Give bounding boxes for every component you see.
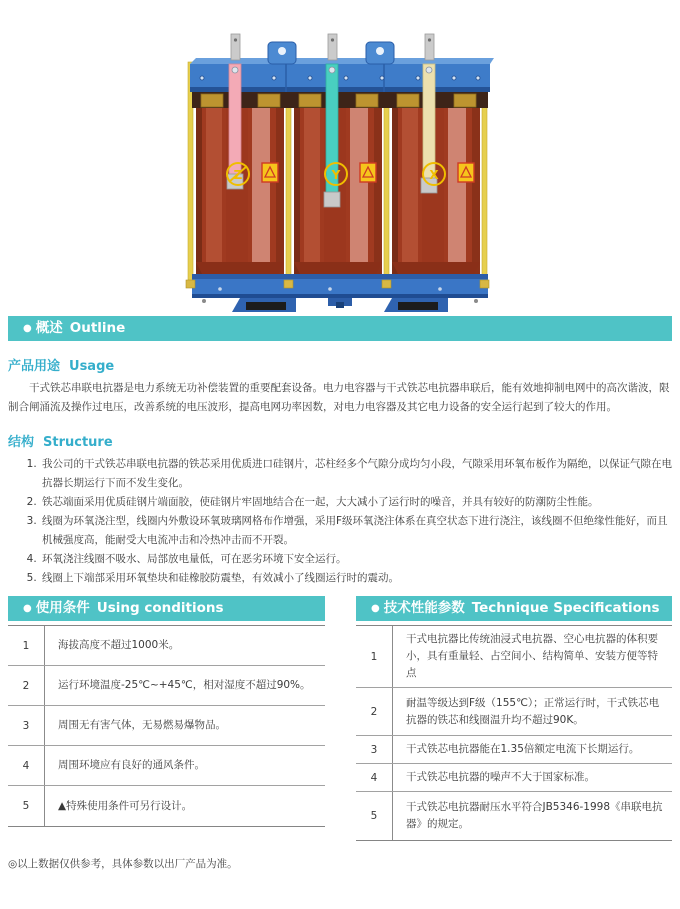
specifications-title-zh: 技术性能参数 — [383, 600, 465, 616]
phase-letter: Z — [233, 168, 243, 182]
row-number: 1 — [356, 626, 393, 687]
usage-title-en: Usage — [69, 359, 115, 374]
table-row — [356, 626, 672, 688]
row-text: 干式铁芯电抗器的噪声不大于国家标准。 — [406, 771, 595, 783]
phase-letter: Y — [331, 168, 341, 182]
outline-title-zh: 概述 — [35, 320, 63, 336]
using-conditions-section — [8, 596, 325, 841]
phase-letter: X — [429, 168, 439, 182]
strap-terminals — [231, 34, 434, 60]
structure-item: 4. 环氧浇注线圈不吸水、局部放电量低，可在恶劣环境下安全运行。 — [40, 550, 672, 569]
row-text: 周围环境应有良好的通风条件。 — [58, 759, 205, 771]
outline-title-en: Outline — [69, 320, 126, 336]
tables-row — [8, 596, 672, 841]
structure-item: 3. 线圈为环氧浇注型，线圈内外敷设环氧玻璃网格布作增强，采用F级环氧浇注体系在真空状态下进行浇注，该线圈不但绝缘性能好，而且机械强度高，能耐受大电流冲击和冷热冲击而不开裂。 — [40, 512, 672, 550]
usage-title-zh: 产品用途 — [8, 359, 61, 374]
table-row — [356, 792, 672, 840]
specifications-section — [356, 596, 672, 841]
row-text: 周围无有害气体，无易燃易爆物品。 — [58, 719, 226, 731]
footnote: ◎以上数据仅供参考，具体参数以出厂产品为准。 — [8, 858, 238, 870]
structure-item: 1. 我公司的干式铁芯串联电抗器的铁芯采用优质进口硅钢片，芯柱经多个气隙分成均匀小段，气隙采用环氧布板作为隔绝，以保证气隙在电抗器长期运行下而不发生变化。 — [40, 455, 672, 493]
outline-header-bar — [8, 316, 672, 341]
structure-section-title — [8, 431, 672, 450]
usage-paragraph: 干式铁芯串联电抗器是电力系统无功补偿装置的重要配套设备。电力电容器与干式铁芯电抗器串联后，能有效地抑制电网中的高次谐波，限制合闸涌流及操作过电压，改善系统的电压波形，提高电网功率因数，对电力电容器及其它电力设备的安全运行起到了较大的作用。 — [8, 382, 670, 413]
table-row — [8, 626, 325, 666]
row-number: 5 — [356, 792, 393, 840]
table-row — [356, 764, 672, 792]
specifications-header-bar — [356, 596, 672, 621]
row-number: 4 — [8, 746, 45, 785]
base-frame — [186, 274, 489, 312]
structure-title-en: Structure — [43, 435, 113, 450]
structure-item: 2. 铁芯端面采用优质硅钢片端面胶，使硅钢片牢固地结合在一起，大大减小了运行时的噪音，并具有较好的防潮防尘性能。 — [40, 493, 672, 512]
row-number: 2 — [356, 688, 393, 735]
row-text: ▲特殊使用条件可另行设计。 — [58, 799, 193, 812]
row-number: 2 — [8, 666, 45, 705]
specifications-title-en: Technique Specifications — [471, 600, 660, 616]
row-number: 3 — [8, 706, 45, 745]
page-root — [0, 24, 680, 871]
bullet-icon: ● — [23, 323, 32, 334]
usage-section-title — [8, 355, 672, 374]
structure-list — [0, 455, 672, 588]
row-text: 干式铁芯电抗器能在1.35倍额定电流下长期运行。 — [406, 743, 640, 755]
table-row — [356, 736, 672, 764]
bullet-icon: ● — [371, 603, 380, 614]
bullet-icon: ● — [23, 603, 32, 614]
specifications-table — [356, 625, 672, 841]
table-row — [356, 688, 672, 736]
table-row — [8, 746, 325, 786]
row-text: 干式电抗器比传统油浸式电抗器、空心电抗器的体积要小，具有重量轻、占空间小、结构简单、安装方便等特点 — [406, 633, 658, 679]
row-number: 1 — [8, 626, 45, 665]
product-photo — [180, 24, 500, 312]
using-conditions-header-bar — [8, 596, 325, 621]
structure-title-zh: 结构 — [8, 435, 35, 450]
product-photo-area — [180, 24, 500, 312]
using-conditions-title-zh: 使用条件 — [35, 600, 90, 616]
row-text: 干式铁芯电抗器耐压水平符合JB5346-1998《串联电抗器》的规定。 — [406, 801, 663, 830]
row-text: 运行环境温度-25℃~+45℃，相对湿度不超过90%。 — [58, 679, 311, 691]
using-conditions-title-en: Using conditions — [96, 600, 224, 616]
table-row — [8, 666, 325, 706]
table-row — [8, 786, 325, 826]
row-number: 4 — [356, 764, 393, 791]
table-row — [8, 706, 325, 746]
row-text: 海拔高度不超过1000米。 — [58, 639, 180, 651]
using-conditions-table — [8, 625, 325, 827]
row-text: 耐温等级达到F级（155℃）；正常运行时，干式铁芯电抗器的铁芯和线圈温升均不超过90K。 — [406, 696, 660, 726]
row-number: 3 — [356, 736, 393, 763]
structure-item: 5. 线圈上下端部采用环氧垫块和硅橡胶防震垫，有效减小了线圈运行时的震动。 — [40, 569, 672, 588]
row-number: 5 — [8, 786, 45, 826]
